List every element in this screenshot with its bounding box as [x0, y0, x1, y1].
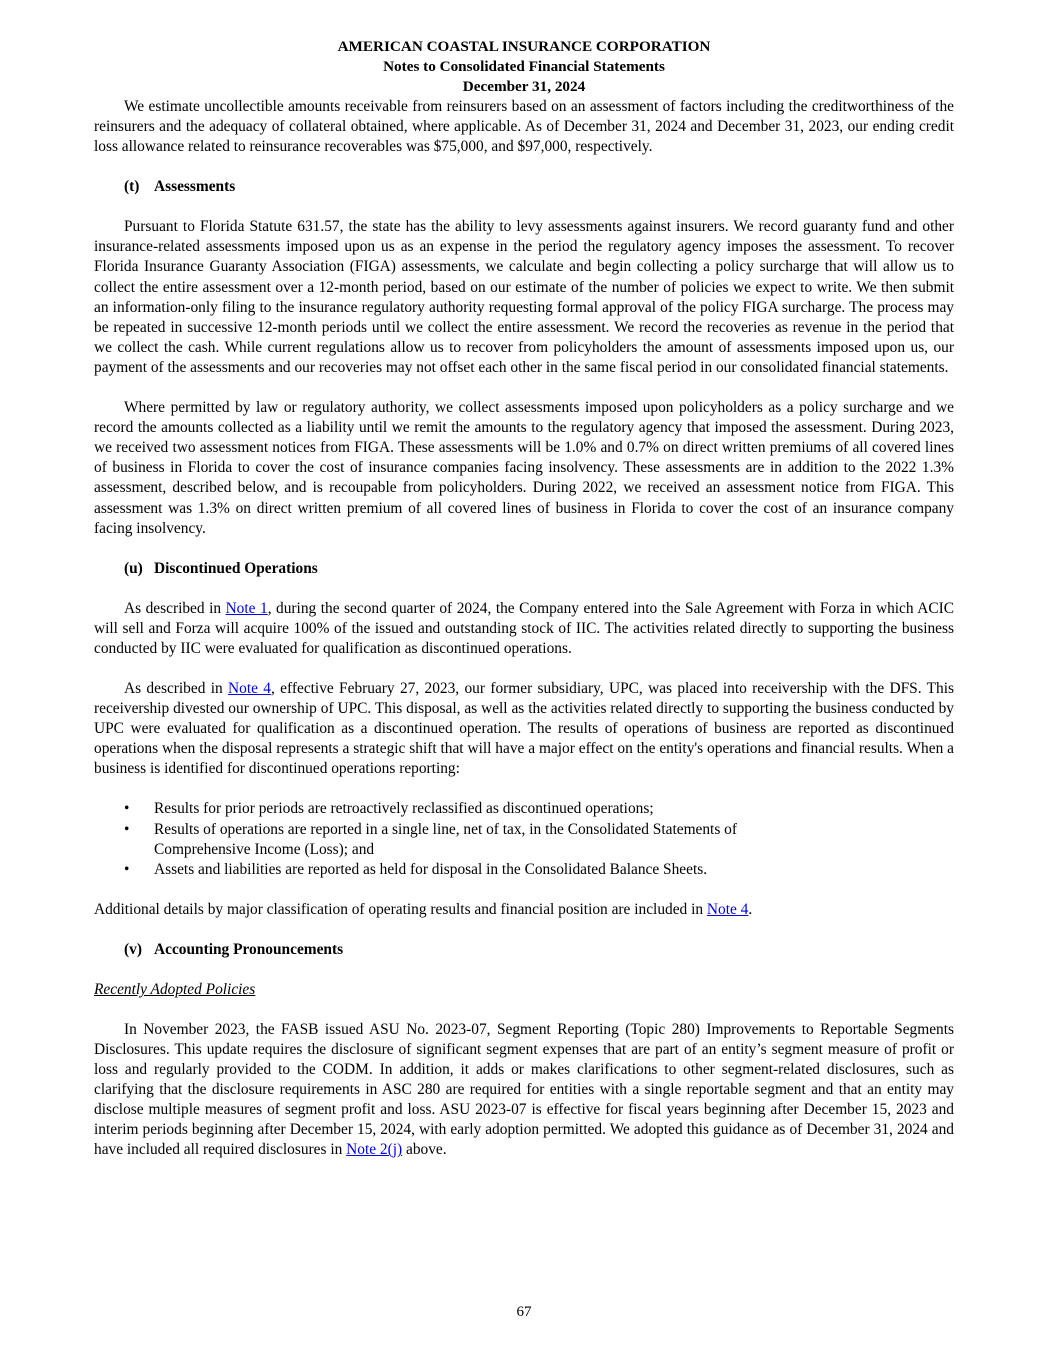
list-item-text: Results for prior periods are retroactively reclassified as discontinued operations; — [154, 800, 654, 818]
company-name: AMERICAN COASTAL INSURANCE CORPORATION — [337, 38, 711, 55]
note-4-link[interactable]: Note 4 — [228, 679, 271, 697]
section-title: Accounting Pronouncements — [154, 940, 344, 958]
bullet-icon: • — [124, 820, 130, 838]
list-item-text: Assets and liabilities are reported as held for disposal in the Consolidated Balance Sheets. — [154, 860, 708, 878]
assessments-paragraph-2: Where permitted by law or regulatory authority, we collect assessments imposed upon policyholders as a policy surcharge and we record the amounts collected as a liability until we remit the amounts to the regulatory agency that imposed the assessment. During 2023, we received two assessment notices from FIGA. These assessments will be 1.0% and 0.7% on direct written premiums of all covered lines of business in Florida to cover the cost of insurance companies facing insolvency. These assessments are in addition to the 2022 1.3% assessment, described below, and is recoupable from policyholders. During 2022, we received an assessment notice from FIGA. This assessment was 1.3% on direct written premium of all covered lines of business in Florida to cover the cost of an insurance company facing insolvency. — [94, 399, 954, 537]
intro-paragraph: We estimate uncollectible amounts receivable from reinsurers based on an assessment of factors including the creditworthiness of the reinsurers and the adequacy of collateral obtained, where applicable. As of December 31, 2024 and December 31, 2023, our ending credit loss allowance related to reinsurance recoverables was $75,000, and $97,000, respectively. — [94, 98, 954, 156]
section-label: (t) — [124, 178, 140, 196]
discontinued-paragraph-1 — [94, 599, 954, 659]
document-page — [94, 37, 954, 1161]
bullet-list — [94, 799, 954, 879]
section-label: (u) — [124, 559, 143, 577]
text: above. — [402, 1141, 447, 1159]
list-item — [94, 799, 794, 819]
document-date: December 31, 2024 — [462, 78, 586, 95]
assessments-paragraph-1: Pursuant to Florida Statute 631.57, the state has the ability to levy assessments against insurers. We record guaranty fund and other insurance-related assessments imposed upon us as an expense in the period the regulatory agency imposes the assessment. To recover Florida Insurance Guaranty Association (FIGA) assessments, we calculate and begin collecting a policy surcharge that will allow us to collect the entire assessment over a 12-month period, based on our estimate of the number of policies we expect to write. We then submit an information-only filing to the insurance regulatory authority requesting formal approval of the policy FIGA surcharge. The process may be repeated in successive 12-month periods until we collect the entire assessment. We record the recoveries as revenue in the period that we collect the cash. While current regulations allow us to recover from policyholders the amount of assessments imposed upon us, our payment of the assessments and our recoveries may not offset each other in the same fiscal period in our consolidated financial statements. — [94, 218, 954, 376]
note-4-link[interactable]: Note 4 — [706, 900, 749, 918]
text: As described in — [124, 679, 229, 697]
discontinued-paragraph-2 — [94, 679, 954, 779]
discontinued-paragraph-3 — [94, 900, 954, 920]
text: , during the second quarter of 2024, the Company entered into the Sale Agreement with Forza in which ACIC will sell and Forza will acquire 100% of the issued and outstanding stock of IIC. The activities related directly to supporting the business conducted by IIC were evaluated for qualification as discontinued operations. — [94, 599, 954, 657]
section-title: Assessments — [154, 178, 236, 196]
document-subtitle: Notes to Consolidated Financial Statements — [383, 58, 665, 75]
list-item-text: Results of operations are reported in a single line, net of tax, in the Consolidated Statements of Comprehensive Income (Loss); and — [154, 820, 737, 858]
text: In November 2023, the FASB issued ASU No. 2023-07, Segment Reporting (Topic 280) Improvements to Reportable Segments Disclosures. This update requires the disclosure of significant segment expenses that are part of an entity’s segment measure of profit or loss and regularly provided to the CODM. In addition, it adds or makes clarifications to other segment-related disclosures, such as clarifying that the disclosure requirements in ASC 280 are required for entities with a single reportable segment and that an entity may disclose multiple measures of segment profit and loss. ASU 2023-07 is effective for fiscal years beginning after December 15, 2023 and interim periods beginning after December 15, 2024, with early adoption permitted. We adopted this guidance as of December 31, 2024 and have included all required disclosures in — [94, 1020, 954, 1159]
list-item — [94, 820, 794, 860]
section-title: Discontinued Operations — [154, 559, 318, 577]
text: Additional details by major classification of operating results and financial position are included in — [94, 900, 707, 918]
note-1-link[interactable]: Note 1 — [225, 599, 268, 617]
note-2j-link[interactable]: Note 2(j) — [346, 1141, 403, 1159]
text: As described in — [124, 599, 226, 617]
list-item — [94, 860, 794, 880]
text: , effective February 27, 2023, our former subsidiary, UPC, was placed into receivership with the DFS. This receivership divested our ownership of UPC. This disposal, as well as the activities related directly to supporting the business conducted by UPC were evaluated for qualification as a discontinued operation. The results of operations of business are reported as discontinued operations when the disposal represents a strategic shift that will have a major effect on the entity's operations and financial results. When a business is identified for discontinued operations reporting: — [94, 679, 954, 778]
section-label: (v) — [124, 940, 142, 958]
bullet-icon: • — [124, 860, 130, 878]
bullet-icon: • — [124, 800, 130, 818]
pronouncements-paragraph-1 — [94, 1020, 954, 1161]
text: . — [748, 900, 753, 918]
section-t-heading — [94, 177, 954, 197]
page-number: 67 — [516, 1304, 532, 1320]
section-v-heading — [94, 940, 954, 960]
subheading-recently-adopted: Recently Adopted Policies — [94, 980, 256, 998]
section-u-heading — [94, 559, 954, 579]
